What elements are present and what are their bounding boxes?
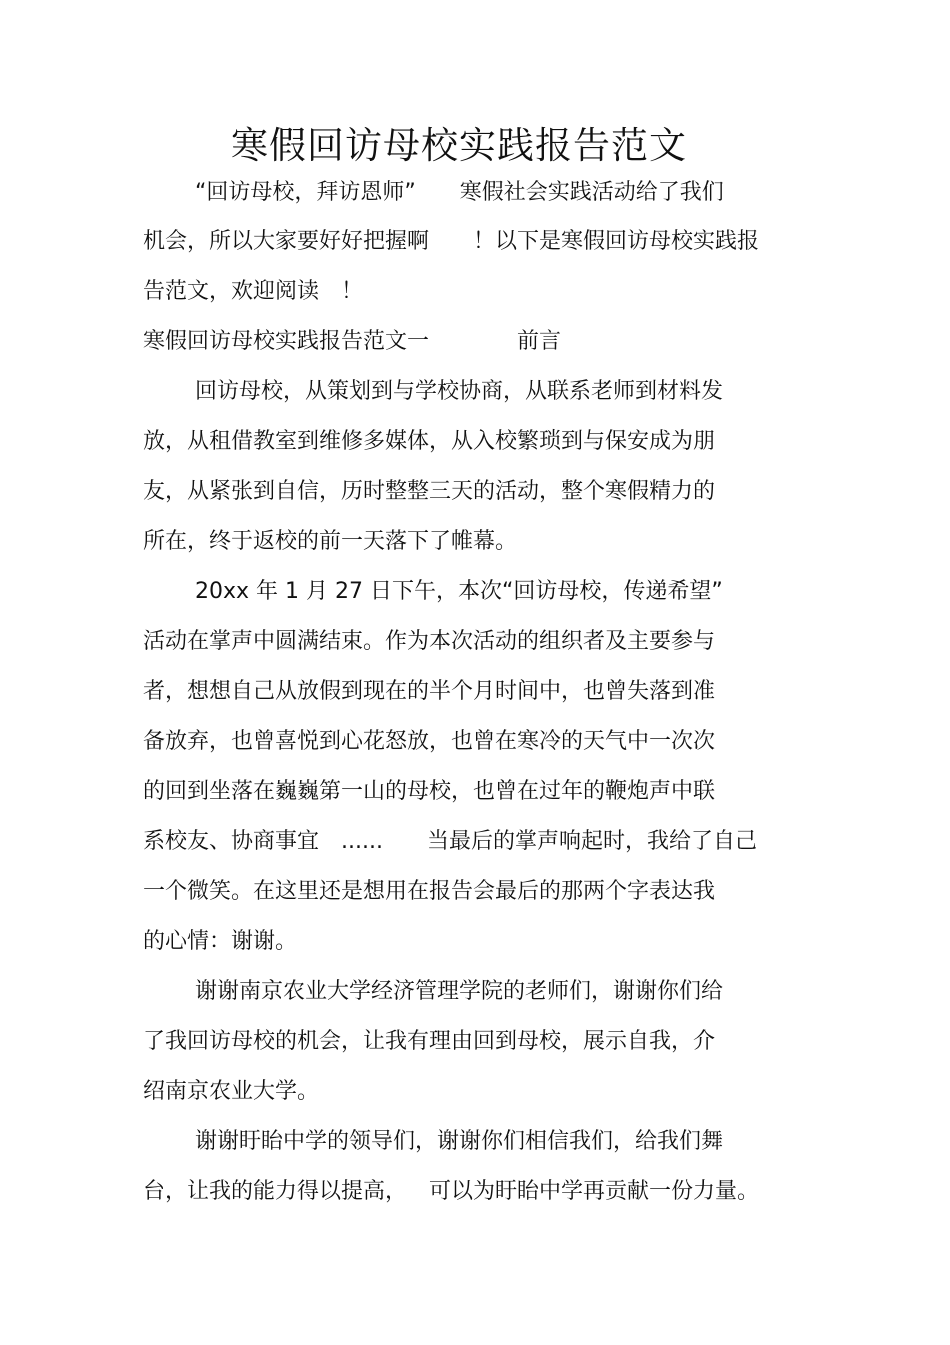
paragraph-3-line-1: 谢谢南京农业大学经济管理学院的老师们，谢谢你们给	[195, 979, 724, 1004]
paragraph-2-line-8: 的心情：谢谢。	[143, 929, 298, 954]
paragraph-1-line-1: 回访母校，从策划到与学校协商，从联系老师到材料发	[195, 379, 724, 404]
paragraph-2-line-5: 的回到坐落在巍巍第一山的母校，也曾在过年的鞭炮声中联	[143, 779, 716, 804]
paragraph-4-line-1: 谢谢盱眙中学的领导们，谢谢你们相信我们，给我们舞	[195, 1129, 724, 1154]
paragraph-2-line-1: 20xx 年 1 月 27 日下午，本次“回访母校，传递希望”	[195, 579, 723, 604]
paragraph-4-line-2: 台，让我的能力得以提高， 可以为盱眙中学再贡献一份力量。	[143, 1179, 760, 1204]
paragraph-2-line-3: 者，想想自己从放假到现在的半个月时间中，也曾失落到准	[143, 679, 716, 704]
intro-line-3: 告范文，欢迎阅读 ！	[143, 279, 364, 304]
paragraph-2-line-4: 备放弃，也曾喜悦到心花怒放，也曾在寒冷的天气中一次次	[143, 729, 716, 754]
section-heading: 寒假回访母校实践报告范文一 前言	[143, 329, 562, 354]
paragraph-1-line-2: 放，从租借教室到维修多媒体，从入校繁琐到与保安成为朋	[143, 429, 716, 454]
paragraph-1-line-3: 友，从紧张到自信，历时整整三天的活动，整个寒假精力的	[143, 479, 716, 504]
document-title: 寒假回访母校实践报告范文	[231, 124, 687, 167]
paragraph-2-line-2: 活动在掌声中圆满结束。作为本次活动的组织者及主要参与	[143, 629, 716, 654]
paragraph-2-line-6: 系校友、协商事宜 ...... 当最后的掌声响起时，我给了自己	[143, 829, 757, 854]
paragraph-2-line-7: 一个微笑。在这里还是想用在报告会最后的那两个字表达我	[143, 879, 716, 904]
intro-line-2: 机会，所以大家要好好把握啊 ！以下是寒假回访母校实践报	[143, 229, 760, 254]
paragraph-3-line-3: 绍南京农业大学。	[143, 1079, 320, 1104]
intro-line-1: “回访母校，拜访恩师” 寒假社会实践活动给了我们	[195, 180, 724, 205]
paragraph-1-line-4: 所在，终于返校的前一天落下了帷幕。	[143, 529, 518, 554]
paragraph-3-line-2: 了我回访母校的机会，让我有理由回到母校，展示自我，介	[143, 1029, 716, 1054]
